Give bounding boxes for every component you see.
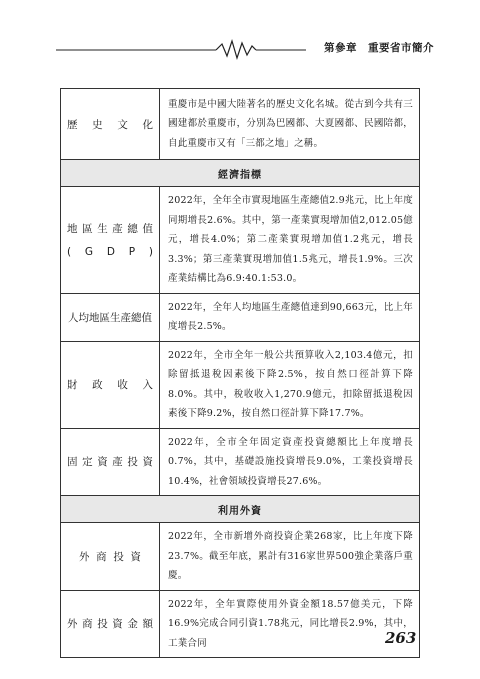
table-row-revenue [61,341,420,428]
section-header-foreign [61,496,420,523]
section-title-economy: 經濟指標 [61,160,420,187]
section-header-economy [61,160,420,187]
table-row-history [61,89,420,160]
page-header [56,38,434,60]
label-revenue: 財 政 收 入 [61,341,160,428]
content-revenue: 2022年，全市全年一般公共預算收入2,103.4億元，扣除留抵退稅因素後下降2.5%，按自然口徑計算下降8.0%。其中，稅收收入1,270.9億元，扣除留抵退稅因素後下降9.2%，按自然口徑計算下降17.7%。 [160,341,420,428]
content-per-capita: 2022年，全年人均地區生產總值達到90,663元，比上年度增長2.5%。 [160,293,420,341]
label-history: 歷 史 文 化 [61,89,160,160]
info-table [60,88,420,658]
content-foreign-amount: 2022年，全年實際使用外資金額18.57億美元，下降16.9%完成合同引資1.78兆元，同比增長2.9%，其中，工業合同 [160,590,420,658]
label-per-capita: 人均地區生產總值 [61,293,160,341]
content-foreign-invest: 2022年，全市新增外商投資企業268家，比上年度下降23.7%。截至年底，累計有316家世界500強企業落戶重慶。 [160,523,420,591]
chapter-title: 第參章 重要省市簡介 [320,40,434,55]
table-row-gdp [61,187,420,294]
page-number: 263 [385,629,417,647]
content-history: 重慶市是中國大陸著名的歷史文化名城。從古到今共有三國建都於重慶市，分別為巴國都、大夏國都、民國陪都，自此重慶市又有「三都之地」之稱。 [160,89,420,160]
label-foreign-amount: 外 商 投 資 金 額 [61,590,160,658]
content-fixed-invest: 2022年，全市全年固定資產投資總額比上年度增長0.7%，其中，基礎設施投資增長9.0%，工業投資增長10.4%，社會領域投資增長27.6%。 [160,428,420,496]
content-gdp: 2022年，全年全市實現地區生產總值2.9兆元，比上年度同期增長2.6%。其中，第一產業實現增加值2,012.05億元，增長4.0%；第二產業實現增加值1.2兆元，增長3.3%；第三產業實現增加值1.5兆元，增長1.9%。三次產業結構比為6.9:40.1:53.0。 [160,187,420,294]
table-row-fixed-invest [61,428,420,496]
section-title-foreign: 利用外資 [61,496,420,523]
table-row-per-capita [61,293,420,341]
label-gdp: 地 區 生 產 總 值 ( G D P ) [61,187,160,294]
table-row-foreign-amount [61,590,420,658]
label-foreign-invest: 外 商 投 資 [61,523,160,591]
table-row-foreign-invest [61,523,420,591]
label-fixed-invest: 固 定 資 產 投 資 [61,428,160,496]
